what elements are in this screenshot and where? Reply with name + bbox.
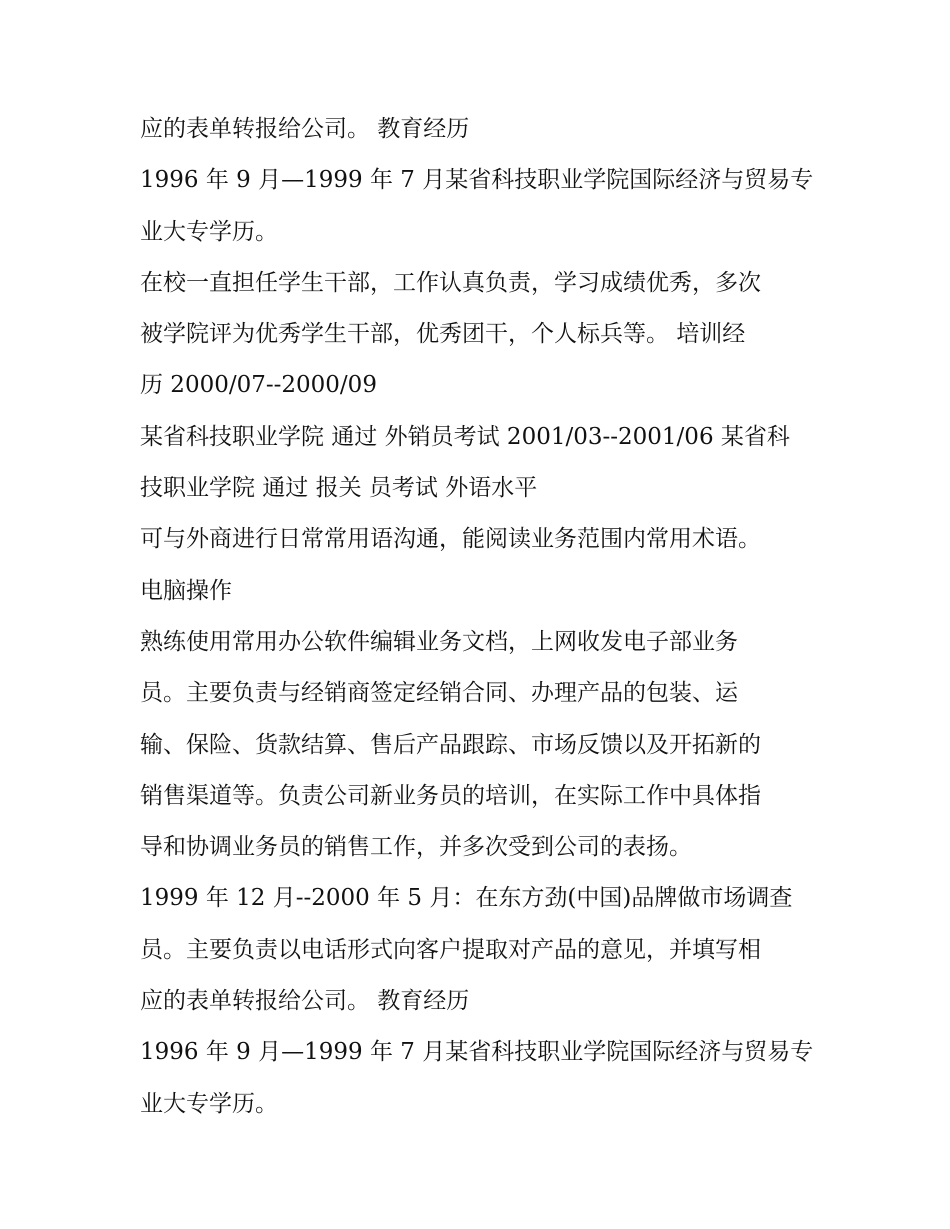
text-line: 1996 年 9 月—1999 年 7 月某省科技职业学院国际经济与贸易专 — [140, 1039, 814, 1066]
text-line: 导和协调业务员的销售工作，并多次受到公司的表扬。 — [140, 834, 692, 861]
text-line: 历 2000/07--2000/09 — [140, 372, 377, 399]
text-line: 员。主要负责与经销商签定经销合同、办理产品的包装、运 — [140, 680, 738, 707]
text-line: 技职业学院 通过 报关 员考试 外语水平 — [140, 475, 538, 502]
text-line: 电脑操作 — [140, 577, 232, 604]
text-line: 员。主要负责以电话形式向客户提取对产品的意见，并填写相 — [140, 936, 761, 963]
text-line: 熟练使用常用办公软件编辑业务文档，上网收发电子部业务 — [140, 628, 738, 655]
text-line: 1996 年 9 月—1999 年 7 月某省科技职业学院国际经济与贸易专 — [140, 167, 814, 194]
text-line: 应的表单转报给公司。 教育经历 — [140, 988, 470, 1015]
text-line: 输、保险、货款结算、售后产品跟踪、市场反馈以及开拓新的 — [140, 731, 761, 758]
text-line: 1999 年 12 月--2000 年 5 月：在东方劲(中国)品牌做市场调查 — [140, 885, 793, 912]
text-line: 销售渠道等。负责公司新业务员的培训，在实际工作中具体指 — [140, 782, 761, 809]
text-line: 应的表单转报给公司。 教育经历 — [140, 116, 470, 142]
text-line: 被学院评为优秀学生干部，优秀团干，个人标兵等。 培训经 — [140, 321, 746, 348]
text-line: 业大专学历。 — [140, 218, 278, 245]
text-line: 业大专学历。 — [140, 1090, 278, 1117]
text-line: 某省科技职业学院 通过 外销员考试 2001/03--2001/06 某省科 — [140, 423, 790, 450]
text-line: 可与外商进行日常常用语沟通，能阅读业务范围内常用术语。 — [140, 526, 761, 553]
text-line: 在校一直担任学生干部，工作认真负责，学习成绩优秀，多次 — [140, 269, 761, 296]
document-body — [140, 104, 830, 1130]
